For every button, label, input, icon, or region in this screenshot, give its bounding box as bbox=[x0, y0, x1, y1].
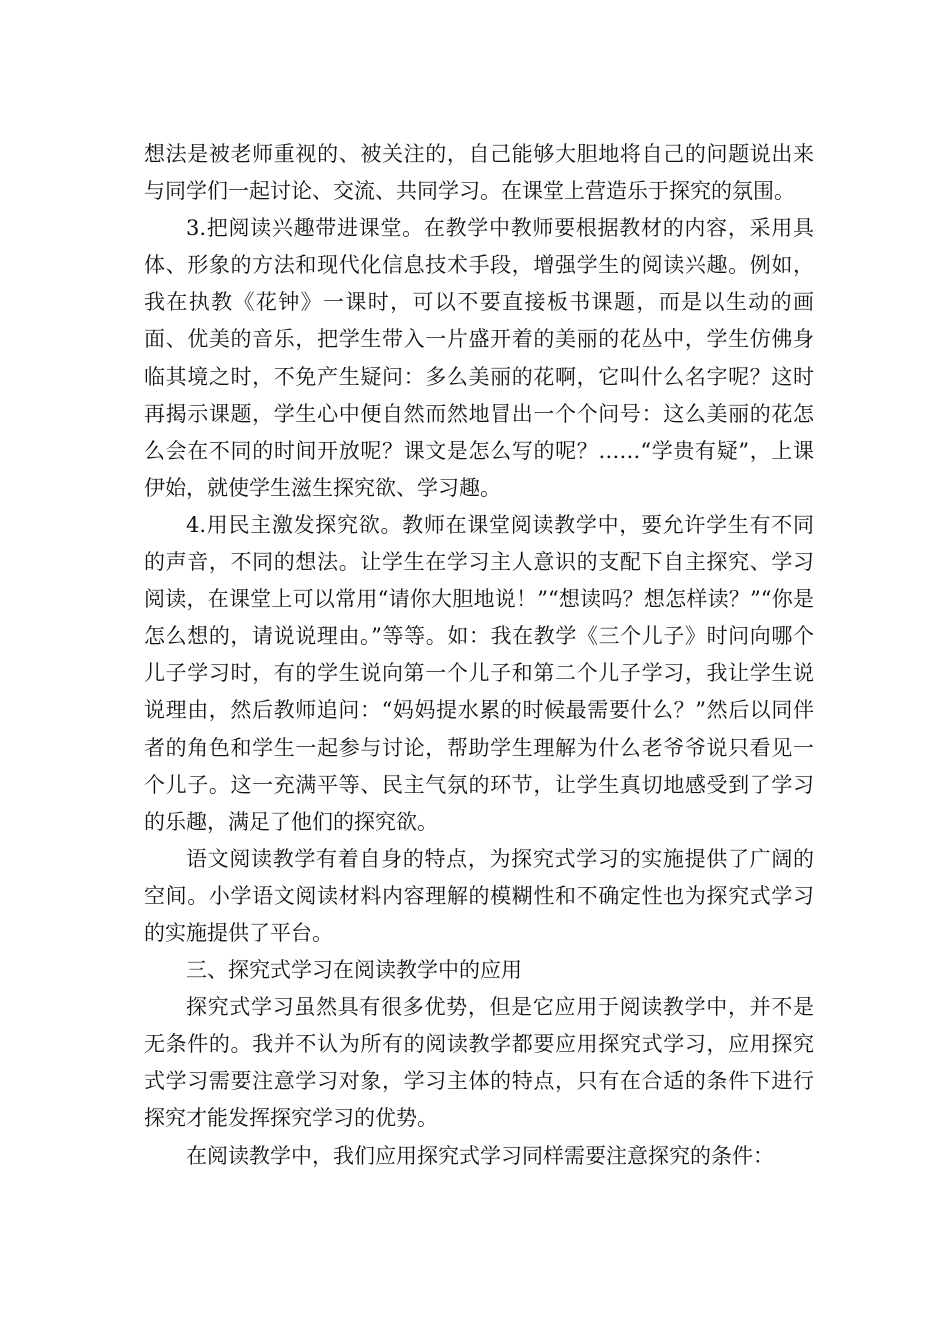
paragraph-application: 探究式学习虽然具有很多优势，但是它应用于阅读教学中，并不是无条件的。我并不认为所有的阅读教学都要应用探究式学习，应用探究式学习需要注意学习对象，学习主体的特点，只有在合适的条件下进行探究才能发挥探究学习的优势。 bbox=[144, 995, 814, 1131]
paragraph-conditions: 在阅读教学中，我们应用探究式学习同样需要注意探究的条件： bbox=[186, 1143, 774, 1168]
paragraph-democracy: 4.用民主激发探究欲。教师在课堂阅读教学中，要允许学生有不同的声音，不同的想法。让学生在学习主人意识的支配下自主探究、学习阅读，在课堂上可以常用“请你大胆地说！”“想读吗？想怎样读？”“你是怎么想的，请说说理由。”等等。如：我在教学《三个儿子》时问向哪个儿子学习时，有的学生说向第一个儿子和第二个儿子学习，我让学生说说理由，然后教师追问：“妈妈提水累的时候最需要什么？”然后以同伴者的角色和学生一起参与讨论，帮助学生理解为什么老爷爷说只看见一个儿子。这一充满平等、民主气氛的环节，让学生真切地感受到了学习的乐趣，满足了他们的探究欲。 bbox=[144, 512, 814, 834]
paragraph-continuation: 想法是被老师重视的、被关注的，自己能够大胆地将自己的问题说出来与同学们一起讨论、交流、共同学习。在课堂上营造乐于探究的氛围。 bbox=[144, 142, 814, 204]
paragraph-reading-interest: 3.把阅读兴趣带进课堂。在教学中教师要根据教材的内容，采用具体、形象的方法和现代化信息技术手段，增强学生的阅读兴趣。例如，我在执教《花钟》一课时，可以不要直接板书课题，而是以生动的画面、优美的音乐，把学生带入一片盛开着的美丽的花丛中，学生仿佛身临其境之时，不免产生疑问：多么美丽的花啊，它叫什么名字呢？这时再揭示课题，学生心中便自然而然地冒出一个个问号：这么美丽的花怎么会在不同的时间开放呢？课文是怎么写的呢？……“学贵有疑”，上课伊始，就使学生滋生探究欲、学习趣。 bbox=[144, 216, 814, 500]
section-heading: 三、探究式学习在阅读教学中的应用 bbox=[186, 958, 522, 983]
document-body bbox=[144, 136, 814, 1175]
paragraph-reading-features: 语文阅读教学有着自身的特点，为探究式学习的实施提供了广阔的空间。小学语文阅读材料内容理解的模糊性和不确定性也为探究式学习的实施提供了平台。 bbox=[144, 846, 814, 945]
